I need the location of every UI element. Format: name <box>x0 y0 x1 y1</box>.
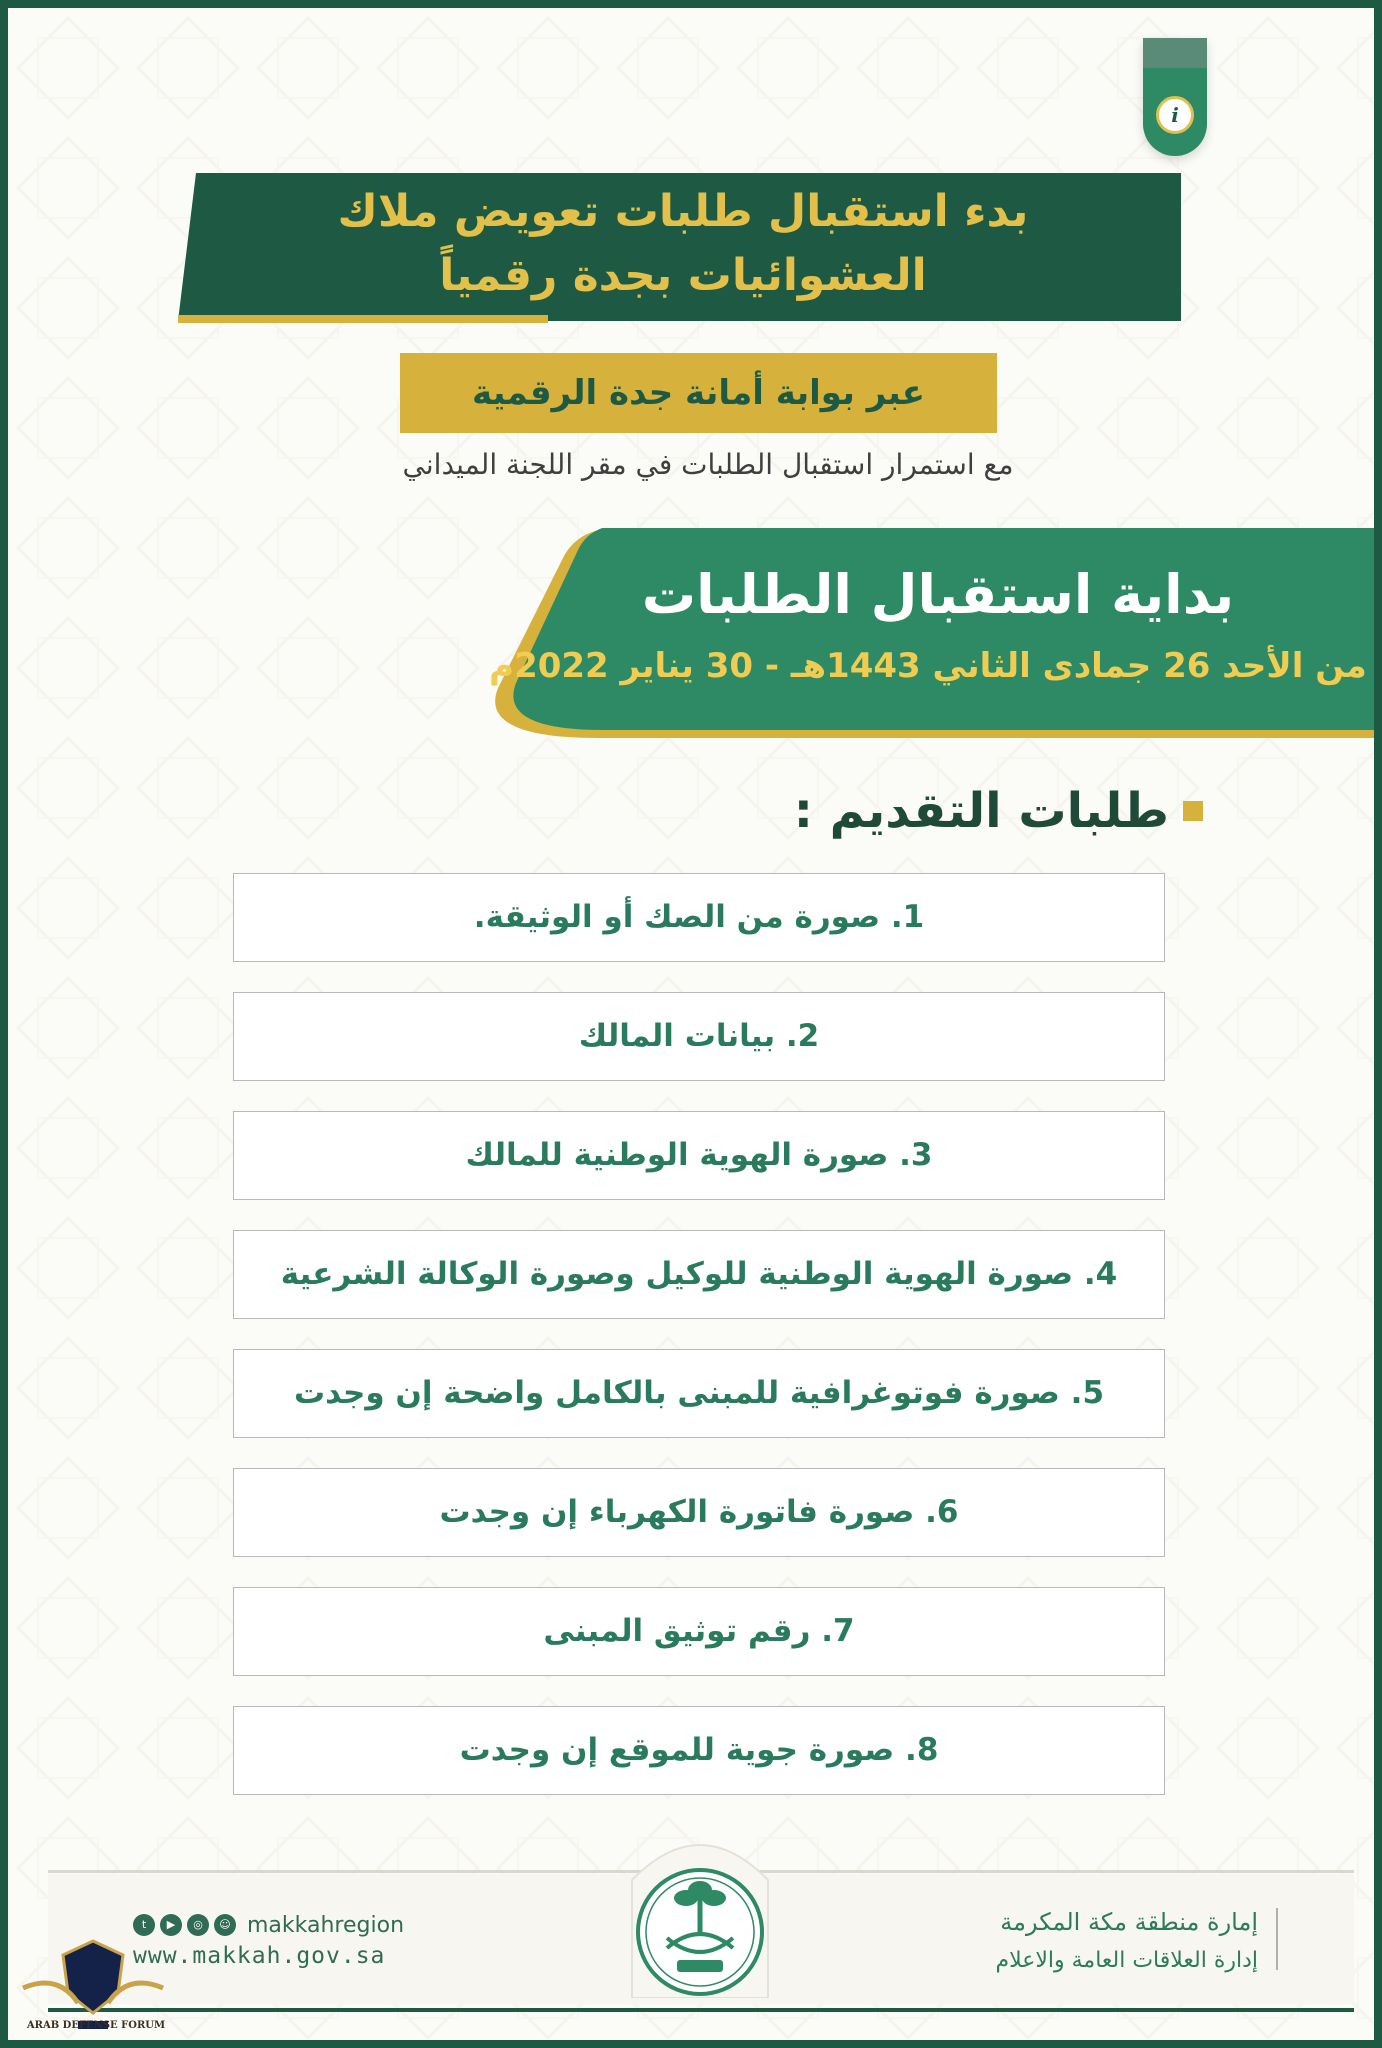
org-divider <box>1276 1908 1278 1970</box>
date-banner <box>478 528 1382 748</box>
requirements-list <box>233 873 1165 1825</box>
requirements-heading: طلبات التقديم : <box>708 783 1203 843</box>
social-links <box>133 1912 404 1938</box>
portal-label: عبر بوابة أمانة جدة الرقمية <box>400 353 997 433</box>
social-handle[interactable]: makkahregion <box>247 1912 405 1938</box>
requirement-item: 8. صورة جوية للموقع إن وجدت <box>233 1706 1165 1795</box>
saudi-emblem-icon <box>622 1820 778 1998</box>
page-title: بدء استقبال طلبات تعويض ملاك العشوائيات بجدة رقمياً <box>337 186 1029 301</box>
youtube-icon[interactable]: ▶ <box>160 1914 182 1936</box>
bottom-rule <box>48 2008 1354 2012</box>
requirement-item: 1. صورة من الصك أو الوثيقة. <box>233 873 1165 962</box>
info-bookmark <box>1143 38 1207 156</box>
banner-date: من الأحد 26 جمادى الثاني 1443هـ - 30 يناير 2022م <box>489 646 1367 686</box>
watermark-text: ARAB DEFENSE FORUM <box>26 2020 166 2031</box>
requirement-item: 3. صورة الهوية الوطنية للمالك <box>233 1111 1165 1200</box>
requirement-item: 5. صورة فوتوغرافية للمبنى بالكامل واضحة إن وجدت <box>233 1349 1165 1438</box>
website-link[interactable]: www.makkah.gov.sa <box>133 1943 386 1969</box>
twitter-icon[interactable]: t <box>133 1914 155 1936</box>
info-icon: i <box>1156 96 1194 134</box>
requirement-item: 6. صورة فاتورة الكهرباء إن وجدت <box>233 1468 1165 1557</box>
department-name: إدارة العلاقات العامة والاعلام <box>995 1948 1258 1973</box>
bullet-square-icon <box>1183 801 1203 821</box>
requirement-item: 7. رقم توثيق المبنى <box>233 1587 1165 1676</box>
org-name: إمارة منطقة مكة المكرمة <box>1000 1908 1258 1936</box>
banner-title: بداية استقبال الطلبات <box>641 563 1235 626</box>
requirement-item: 2. بيانات المالك <box>233 992 1165 1081</box>
subtitle: مع استمرار استقبال الطلبات في مقر اللجنة الميداني <box>402 448 1014 481</box>
requirement-item: 4. صورة الهوية الوطنية للوكيل وصورة الوكالة الشرعية <box>233 1230 1165 1319</box>
snapchat-icon[interactable]: ☺ <box>214 1914 236 1936</box>
instagram-icon[interactable]: ◎ <box>187 1914 209 1936</box>
